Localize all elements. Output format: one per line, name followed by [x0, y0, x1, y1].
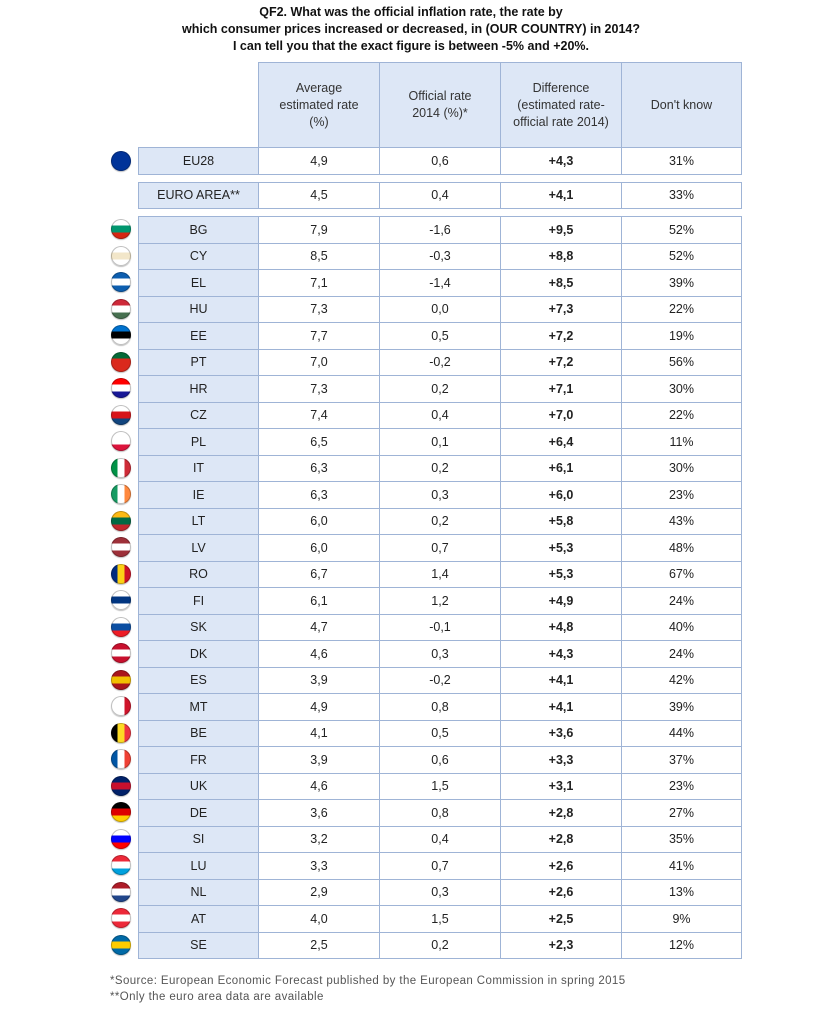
- average-cell: 6,5: [258, 428, 379, 455]
- country-label: CZ: [138, 402, 258, 429]
- difference-cell: +2,6: [500, 879, 621, 906]
- dont-know-cell: 39%: [621, 269, 742, 296]
- dont-know-cell: 37%: [621, 746, 742, 773]
- difference-cell: +7,2: [500, 322, 621, 349]
- flag-mt-icon: [111, 696, 131, 716]
- average-cell: 4,7: [258, 614, 379, 641]
- table-row: [104, 182, 742, 210]
- average-cell: 2,9: [258, 879, 379, 906]
- dont-know-cell: 42%: [621, 667, 742, 694]
- table-row: [104, 614, 742, 641]
- average-cell: 4,9: [258, 147, 379, 175]
- header-average-estimated-rate: [258, 62, 379, 147]
- flag-cell: [104, 349, 138, 376]
- country-label: BE: [138, 720, 258, 747]
- official-rate-cell: 0,5: [379, 720, 500, 747]
- official-rate-cell: 0,2: [379, 508, 500, 535]
- flag-ro-icon: [111, 564, 131, 584]
- difference-cell: +2,8: [500, 826, 621, 853]
- official-rate-cell: 0,3: [379, 640, 500, 667]
- average-cell: 3,9: [258, 667, 379, 694]
- header-line: (estimated rate-: [517, 97, 605, 112]
- flag-fr-icon: [111, 749, 131, 769]
- table-row: [104, 640, 742, 667]
- title-line: I can tell you that the exact figure is between -5% and +20%.: [232, 39, 589, 53]
- dont-know-cell: 33%: [621, 182, 742, 210]
- table-row: [104, 534, 742, 561]
- table-row: [104, 147, 742, 175]
- average-cell: 4,9: [258, 693, 379, 720]
- table-row: [104, 773, 742, 800]
- flag-cell: [104, 269, 138, 296]
- official-rate-cell: -1,4: [379, 269, 500, 296]
- difference-cell: +4,1: [500, 182, 621, 210]
- country-label: NL: [138, 879, 258, 906]
- country-label: FR: [138, 746, 258, 773]
- dont-know-cell: 24%: [621, 587, 742, 614]
- difference-cell: +2,6: [500, 852, 621, 879]
- flag-hu-icon: [111, 299, 131, 319]
- flag-cz-icon: [111, 405, 131, 425]
- country-label: PT: [138, 349, 258, 376]
- flag-cell: [104, 746, 138, 773]
- country-label: SI: [138, 826, 258, 853]
- flag-bg-icon: [111, 219, 131, 239]
- country-label: PL: [138, 428, 258, 455]
- official-rate-cell: -1,6: [379, 216, 500, 243]
- dont-know-cell: 40%: [621, 614, 742, 641]
- table-row: [104, 508, 742, 535]
- title-line: QF2. What was the official inflation rate, the rate by: [259, 5, 563, 19]
- average-cell: 6,1: [258, 587, 379, 614]
- flag-lv-icon: [111, 537, 131, 557]
- flag-cell: [104, 561, 138, 588]
- difference-cell: +7,1: [500, 375, 621, 402]
- table-row: [104, 455, 742, 482]
- flag-si-icon: [111, 829, 131, 849]
- header-dont-know: [621, 62, 742, 147]
- official-rate-cell: 0,8: [379, 693, 500, 720]
- chart-title: [0, 4, 822, 55]
- inflation-table: [104, 62, 742, 959]
- dont-know-cell: 19%: [621, 322, 742, 349]
- official-rate-cell: 0,5: [379, 322, 500, 349]
- country-label: IE: [138, 481, 258, 508]
- flag-es-icon: [111, 670, 131, 690]
- country-label: HR: [138, 375, 258, 402]
- flag-fi-icon: [111, 590, 131, 610]
- difference-cell: +3,6: [500, 720, 621, 747]
- average-cell: 6,0: [258, 508, 379, 535]
- flag-cell: [104, 322, 138, 349]
- average-cell: 4,1: [258, 720, 379, 747]
- table-row: [104, 720, 742, 747]
- dont-know-cell: 44%: [621, 720, 742, 747]
- table-row: [104, 587, 742, 614]
- difference-cell: +8,5: [500, 269, 621, 296]
- table-row: [104, 428, 742, 455]
- flag-eu28-icon: [111, 151, 131, 171]
- header-line: Don't know: [650, 97, 713, 112]
- table-row: [104, 243, 742, 270]
- dont-know-cell: 48%: [621, 534, 742, 561]
- dont-know-cell: 35%: [621, 826, 742, 853]
- flag-it-icon: [111, 458, 131, 478]
- country-label: RO: [138, 561, 258, 588]
- footnotes: [110, 973, 626, 1005]
- official-rate-cell: -0,2: [379, 667, 500, 694]
- flag-cell: [104, 243, 138, 270]
- country-label: SK: [138, 614, 258, 641]
- country-label: LT: [138, 508, 258, 535]
- flag-pt-icon: [111, 352, 131, 372]
- table-row: [104, 693, 742, 720]
- table-row: [104, 402, 742, 429]
- difference-cell: +5,8: [500, 508, 621, 535]
- flag-hr-icon: [111, 378, 131, 398]
- flag-cell: [104, 534, 138, 561]
- country-label: FI: [138, 587, 258, 614]
- dont-know-cell: 52%: [621, 216, 742, 243]
- average-cell: 7,3: [258, 296, 379, 323]
- average-cell: 3,6: [258, 799, 379, 826]
- difference-cell: +2,3: [500, 932, 621, 960]
- title-line: which consumer prices increased or decreased, in (OUR COUNTRY) in 2014?: [181, 22, 640, 36]
- average-cell: 6,7: [258, 561, 379, 588]
- flag-cell: [104, 402, 138, 429]
- official-rate-cell: -0,3: [379, 243, 500, 270]
- average-cell: 8,5: [258, 243, 379, 270]
- footnote-euro-area: **Only the euro area data are available: [110, 991, 324, 1003]
- difference-cell: +5,3: [500, 561, 621, 588]
- official-rate-cell: 0,7: [379, 852, 500, 879]
- table-row: [104, 879, 742, 906]
- table-row: [104, 826, 742, 853]
- flag-cell: [104, 693, 138, 720]
- header-line: estimated rate: [279, 97, 359, 112]
- difference-cell: +6,1: [500, 455, 621, 482]
- flag-ee-icon: [111, 325, 131, 345]
- dont-know-cell: 11%: [621, 428, 742, 455]
- difference-cell: +8,8: [500, 243, 621, 270]
- difference-cell: +4,9: [500, 587, 621, 614]
- table-row: [104, 799, 742, 826]
- header-line: Difference: [532, 80, 590, 95]
- header-line: 2014 (%)*: [412, 106, 468, 120]
- country-label: LU: [138, 852, 258, 879]
- average-cell: 7,7: [258, 322, 379, 349]
- flag-cell: [104, 614, 138, 641]
- official-rate-cell: 0,6: [379, 147, 500, 175]
- difference-cell: +4,1: [500, 693, 621, 720]
- group-spacer: [104, 175, 742, 182]
- header-official-rate: [379, 62, 500, 147]
- header-line: Official rate: [408, 89, 472, 103]
- spacer-cell: [104, 209, 742, 216]
- difference-cell: +4,1: [500, 667, 621, 694]
- flag-cell: [104, 216, 138, 243]
- flag-ie-icon: [111, 484, 131, 504]
- flag-se-icon: [111, 935, 131, 955]
- dont-know-cell: 67%: [621, 561, 742, 588]
- difference-cell: +4,8: [500, 614, 621, 641]
- flag-de-icon: [111, 802, 131, 822]
- average-cell: 7,3: [258, 375, 379, 402]
- table-row: [104, 296, 742, 323]
- official-rate-cell: 1,4: [379, 561, 500, 588]
- dont-know-cell: 9%: [621, 905, 742, 932]
- official-rate-cell: 0,4: [379, 826, 500, 853]
- official-rate-cell: -0,2: [379, 349, 500, 376]
- official-rate-cell: 1,5: [379, 773, 500, 800]
- dont-know-cell: 12%: [621, 932, 742, 960]
- country-label: ES: [138, 667, 258, 694]
- table-row: [104, 852, 742, 879]
- dont-know-cell: 24%: [621, 640, 742, 667]
- flag-el-icon: [111, 272, 131, 292]
- flag-cell: [104, 455, 138, 482]
- average-cell: 2,5: [258, 932, 379, 960]
- country-label: LV: [138, 534, 258, 561]
- table-row: [104, 667, 742, 694]
- group-spacer: [104, 209, 742, 216]
- difference-cell: +7,3: [500, 296, 621, 323]
- country-label: BG: [138, 216, 258, 243]
- official-rate-cell: 1,5: [379, 905, 500, 932]
- flag-cell: [104, 879, 138, 906]
- country-label: MT: [138, 693, 258, 720]
- header-row: [104, 62, 742, 147]
- flag-cell: [104, 905, 138, 932]
- flag-pl-icon: [111, 431, 131, 451]
- country-label: AT: [138, 905, 258, 932]
- country-label: EU28: [138, 147, 258, 175]
- official-rate-cell: 0,7: [379, 534, 500, 561]
- official-rate-cell: 0,4: [379, 182, 500, 210]
- official-rate-cell: 0,2: [379, 455, 500, 482]
- average-cell: 3,9: [258, 746, 379, 773]
- table-body: [104, 147, 742, 959]
- table-row: [104, 746, 742, 773]
- country-label: HU: [138, 296, 258, 323]
- table-row: [104, 561, 742, 588]
- header-line: (%): [309, 114, 329, 129]
- average-cell: 6,3: [258, 481, 379, 508]
- difference-cell: +3,3: [500, 746, 621, 773]
- flag-uk-icon: [111, 776, 131, 796]
- dont-know-cell: 52%: [621, 243, 742, 270]
- country-label: SE: [138, 932, 258, 960]
- official-rate-cell: 1,2: [379, 587, 500, 614]
- header-line: Average: [295, 80, 343, 95]
- flag-cell: [104, 799, 138, 826]
- flag-cy-icon: [111, 246, 131, 266]
- country-label: EE: [138, 322, 258, 349]
- dont-know-cell: 23%: [621, 773, 742, 800]
- difference-cell: +7,2: [500, 349, 621, 376]
- country-label: DK: [138, 640, 258, 667]
- average-cell: 6,0: [258, 534, 379, 561]
- table-row: [104, 375, 742, 402]
- official-rate-cell: 0,2: [379, 932, 500, 960]
- dont-know-cell: 30%: [621, 375, 742, 402]
- flag-cell: [104, 667, 138, 694]
- flag-cell: [104, 720, 138, 747]
- difference-cell: +4,3: [500, 147, 621, 175]
- official-rate-cell: 0,4: [379, 402, 500, 429]
- average-cell: 7,1: [258, 269, 379, 296]
- difference-cell: +6,0: [500, 481, 621, 508]
- header-difference: [500, 62, 621, 147]
- average-cell: 7,9: [258, 216, 379, 243]
- flag-cell: [104, 182, 138, 210]
- header-line: official rate 2014): [513, 114, 609, 129]
- flag-cell: [104, 826, 138, 853]
- difference-cell: +7,0: [500, 402, 621, 429]
- dont-know-cell: 22%: [621, 296, 742, 323]
- difference-cell: +5,3: [500, 534, 621, 561]
- flag-cell: [104, 296, 138, 323]
- average-cell: 3,2: [258, 826, 379, 853]
- flag-cell: [104, 481, 138, 508]
- official-rate-cell: 0,3: [379, 879, 500, 906]
- flag-cell: [104, 932, 138, 960]
- average-cell: 4,5: [258, 182, 379, 210]
- flag-dk-icon: [111, 643, 131, 663]
- country-label: IT: [138, 455, 258, 482]
- flag-cell: [104, 428, 138, 455]
- flag-be-icon: [111, 723, 131, 743]
- difference-cell: +2,8: [500, 799, 621, 826]
- dont-know-cell: 23%: [621, 481, 742, 508]
- flag-cell: [104, 375, 138, 402]
- flag-cell: [104, 587, 138, 614]
- dont-know-cell: 30%: [621, 455, 742, 482]
- table-row: [104, 905, 742, 932]
- country-label: EURO AREA**: [138, 182, 258, 210]
- dont-know-cell: 27%: [621, 799, 742, 826]
- difference-cell: +4,3: [500, 640, 621, 667]
- country-label: EL: [138, 269, 258, 296]
- table-row: [104, 269, 742, 296]
- dont-know-cell: 41%: [621, 852, 742, 879]
- spacer-cell: [104, 175, 742, 182]
- flag-at-icon: [111, 908, 131, 928]
- table-row: [104, 322, 742, 349]
- official-rate-cell: 0,8: [379, 799, 500, 826]
- average-cell: 4,6: [258, 640, 379, 667]
- table-row: [104, 481, 742, 508]
- average-cell: 6,3: [258, 455, 379, 482]
- flag-cell: [104, 852, 138, 879]
- average-cell: 7,0: [258, 349, 379, 376]
- official-rate-cell: 0,2: [379, 375, 500, 402]
- country-label: DE: [138, 799, 258, 826]
- dont-know-cell: 39%: [621, 693, 742, 720]
- official-rate-cell: 0,6: [379, 746, 500, 773]
- flag-cell: [104, 147, 138, 175]
- country-label: CY: [138, 243, 258, 270]
- table-row: [104, 349, 742, 376]
- flag-lt-icon: [111, 511, 131, 531]
- official-rate-cell: 0,0: [379, 296, 500, 323]
- difference-cell: +2,5: [500, 905, 621, 932]
- dont-know-cell: 43%: [621, 508, 742, 535]
- difference-cell: +9,5: [500, 216, 621, 243]
- dont-know-cell: 31%: [621, 147, 742, 175]
- official-rate-cell: 0,1: [379, 428, 500, 455]
- average-cell: 3,3: [258, 852, 379, 879]
- header-blank: [104, 62, 258, 147]
- flag-sk-icon: [111, 617, 131, 637]
- difference-cell: +3,1: [500, 773, 621, 800]
- official-rate-cell: -0,1: [379, 614, 500, 641]
- country-label: UK: [138, 773, 258, 800]
- dont-know-cell: 22%: [621, 402, 742, 429]
- footnote-source: *Source: European Economic Forecast published by the European Commission in spring 2015: [110, 975, 626, 987]
- dont-know-cell: 56%: [621, 349, 742, 376]
- average-cell: 4,6: [258, 773, 379, 800]
- table-row: [104, 216, 742, 243]
- flag-cell: [104, 508, 138, 535]
- difference-cell: +6,4: [500, 428, 621, 455]
- average-cell: 7,4: [258, 402, 379, 429]
- flag-cell: [104, 640, 138, 667]
- official-rate-cell: 0,3: [379, 481, 500, 508]
- average-cell: 4,0: [258, 905, 379, 932]
- dont-know-cell: 13%: [621, 879, 742, 906]
- flag-lu-icon: [111, 855, 131, 875]
- flag-cell: [104, 773, 138, 800]
- flag-nl-icon: [111, 882, 131, 902]
- table-row: [104, 932, 742, 960]
